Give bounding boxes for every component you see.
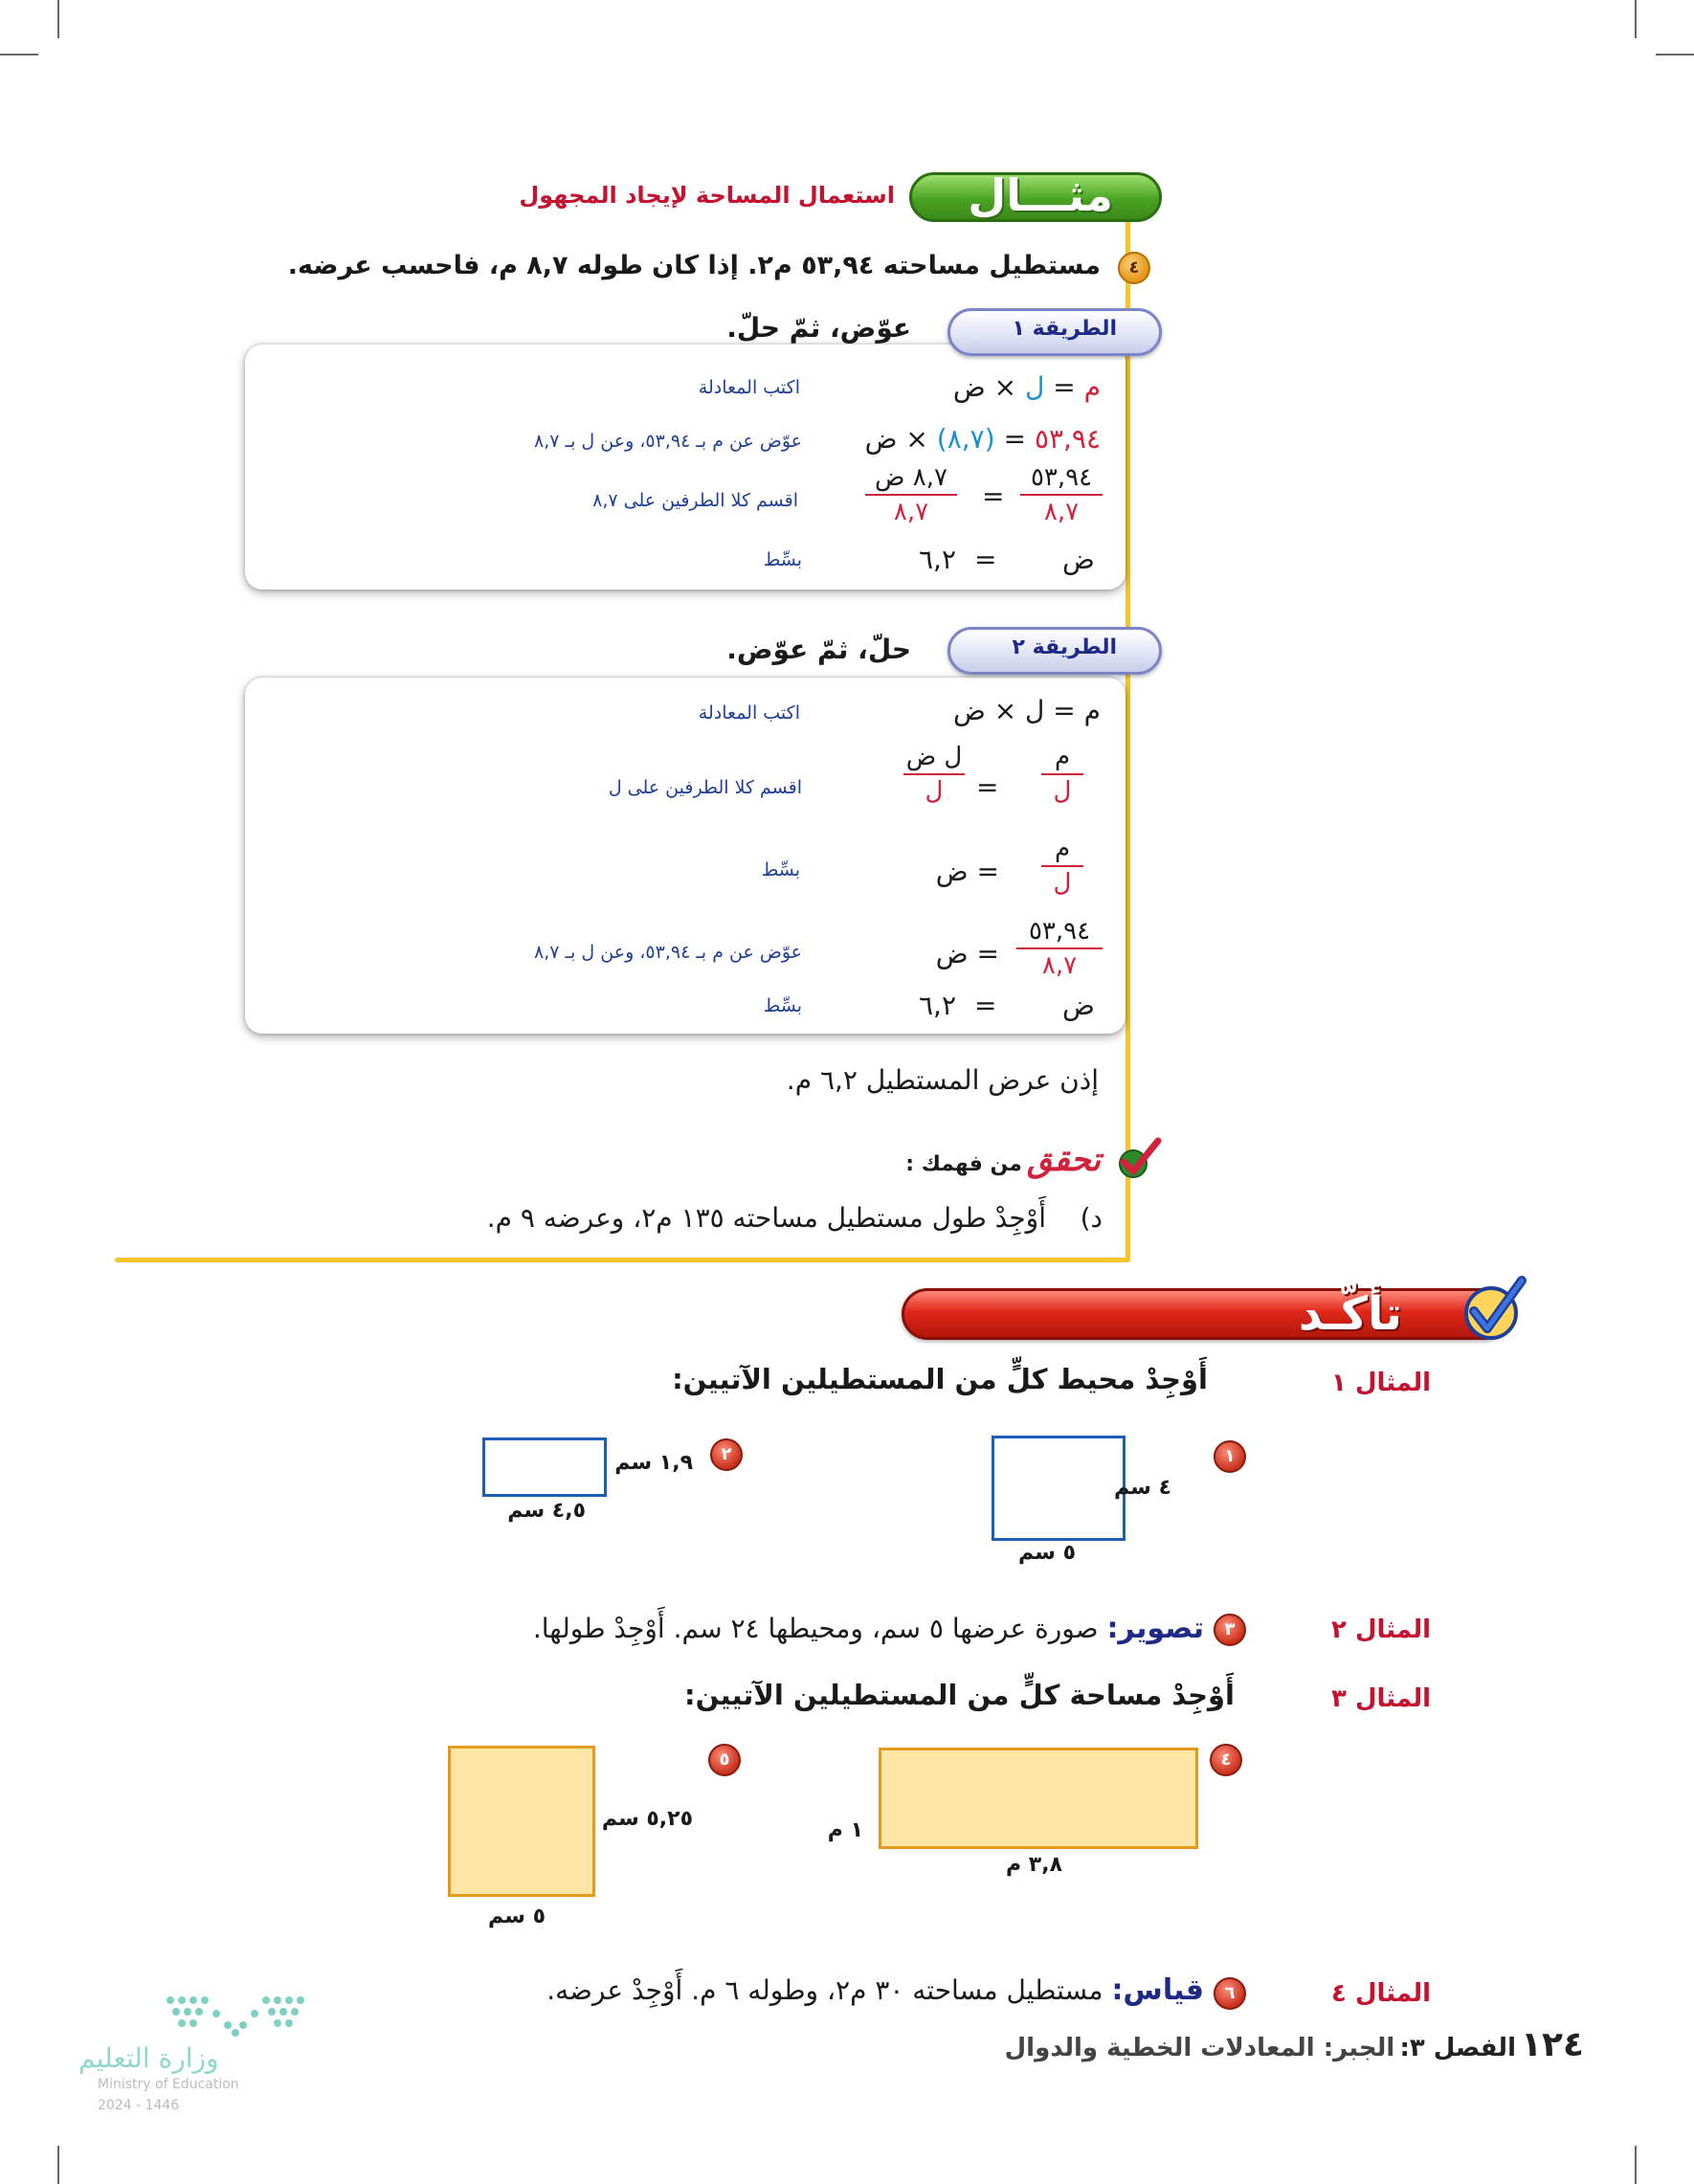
q5-side-label: ٥,٢٥ سم [601, 1807, 693, 1831]
m2-row3-fraction: م ل [1041, 835, 1083, 898]
m1-row2-equation: ٥٣,٩٤ = (٨,٧) × ض [864, 423, 1101, 455]
ex2-label: المثال ٢ [1331, 1616, 1431, 1644]
check-title: تحقق من فهمك : [905, 1141, 1101, 1179]
ministry-name-ar: وزارة التعليم [78, 2042, 219, 2074]
m2-row5-note: بسِّط [763, 995, 802, 1016]
q4-badge: ٤ [1210, 1744, 1242, 1776]
q5-bottom-label: ٥ سم [488, 1905, 546, 1928]
crop-mark [57, 2146, 59, 2184]
chapter-label: الفصل ٣: [1399, 2034, 1516, 2062]
m2-row3-note: بسِّط [761, 859, 800, 880]
example-problem: مستطيل مساحته ٥٣,٩٤ م٢. إذا كان طوله ٨,٧ م، فاحسب عرضه. [287, 251, 1101, 280]
footer-bar [1005, 2025, 1584, 2064]
chapter-title: الجبر: المعادلات الخطية والدوال [1004, 2034, 1395, 2062]
example-number-badge: ٤ [1118, 252, 1150, 284]
q2-bottom-label: ٤,٥ سم [507, 1499, 586, 1523]
ex3-text: أَوْجِدْ مساحة كلٍّ من المستطيلين الآتيين: [683, 1679, 1235, 1711]
ex3-label: المثال ٣ [1331, 1684, 1431, 1713]
example-bottom-bar [115, 1258, 1130, 1262]
m1-row3-right-fraction: ٨,٧ ض ٨,٧ [865, 463, 957, 526]
crop-mark [57, 0, 59, 38]
m2-row4-note: عوّض عن م بـ ٥٣,٩٤، وعن ل بـ ٨,٧ [534, 942, 802, 963]
q2-badge: ٢ [710, 1438, 743, 1471]
crop-mark [1635, 0, 1637, 38]
m2-row2-right-fraction: ل ض ل [903, 743, 965, 806]
q4-bottom-label: ٣,٨ م [1005, 1853, 1062, 1877]
m1-row2-note: عوّض عن م بـ ٥٣,٩٤، وعن ل بـ ٨,٧ [534, 431, 802, 452]
q6-text: قياس: مستطيل مساحته ٣٠ م٢، وطوله ٦ م. أَوْجِدْ عرضه. [546, 1973, 1204, 2007]
m2-row2-equals: = [976, 771, 999, 803]
page-number: ١٢٤ [1521, 2025, 1584, 2064]
m2-row5-value: ٦,٢ [919, 990, 956, 1021]
q3-badge: ٣ [1214, 1614, 1246, 1646]
example-banner: مثـــال [909, 172, 1162, 222]
q1-side-label: ٤ سم [1114, 1476, 1171, 1500]
m1-row1-equation: م = ل × ض [952, 371, 1101, 403]
q2-side-label: ١,٩ سم [614, 1451, 693, 1475]
q1-rectangle [992, 1436, 1126, 1541]
ex4-label: المثال ٤ [1331, 1979, 1431, 2008]
m1-row3-equals: = [982, 480, 1005, 512]
example-title: استعمال المساحة لإيجاد المجهول [519, 182, 895, 209]
m2-row5-equals: = [974, 990, 997, 1021]
m1-row1-note: اكتب المعادلة [698, 377, 800, 398]
m1-row4-note: بسِّط [763, 549, 802, 570]
example-side-bar [1126, 212, 1130, 1259]
m2-row1-note: اكتب المعادلة [698, 702, 800, 724]
check-item: د) أَوْجِدْ طول مستطيل مساحته ١٣٥ م٢، وعرضه ٩ م. [486, 1202, 1103, 1234]
ex1-text: أَوْجِدْ محيط كلٍّ من المستطيلين الآتيين: [672, 1363, 1208, 1395]
q5-rectangle [448, 1746, 595, 1897]
m1-row3-left-fraction: ٥٣,٩٤ ٨,٧ [1020, 463, 1103, 526]
confirm-banner: تأكّـد [902, 1288, 1510, 1340]
m2-row2-note: اقسم كلا الطرفين على ل [608, 777, 802, 798]
method2-heading: حلّ، ثمّ عوّض. [726, 634, 911, 665]
m2-row4-rest: = ض [935, 938, 999, 969]
confirm-check-icon [1457, 1273, 1529, 1349]
m2-row4-fraction: ٥٣,٩٤ ٨,٧ [1016, 917, 1103, 980]
method1-heading: عوّض، ثمّ حلّ. [726, 312, 911, 344]
q4-side-label: ١ م [827, 1818, 863, 1842]
check-mark-icon [1114, 1135, 1162, 1187]
ministry-year: 2024 - 1446 [98, 2098, 180, 2113]
crop-mark [1656, 54, 1694, 56]
m2-row1-equation: م = ل × ض [952, 695, 1101, 726]
m2-row5-var: ض [1062, 990, 1095, 1021]
method1-label: الطريقة ١ [947, 308, 1162, 356]
method2-label: الطريقة ٢ [947, 627, 1162, 675]
m1-row4-var: ض [1062, 544, 1095, 575]
crop-mark [0, 54, 38, 56]
ministry-name-en: Ministry of Education [98, 2077, 239, 2092]
q1-badge: ١ [1214, 1440, 1246, 1473]
q4-rectangle [879, 1748, 1198, 1849]
m2-row2-left-fraction: م ل [1041, 743, 1083, 806]
q6-badge: ٦ [1214, 1977, 1246, 2010]
conclusion: إذن عرض المستطيل ٦,٢ م. [786, 1064, 1099, 1096]
ministry-logo [161, 1991, 314, 2042]
m1-row4-value: ٦,٢ [919, 544, 956, 575]
m2-row3-rest: = ض [935, 856, 999, 887]
q1-bottom-label: ٥ سم [1018, 1541, 1076, 1565]
q2-rectangle [482, 1437, 607, 1497]
crop-mark [1635, 2146, 1637, 2184]
ex1-label: المثال ١ [1331, 1369, 1431, 1397]
m1-row4-equals: = [974, 544, 997, 575]
q3-text: تصوير: صورة عرضها ٥ سم، ومحيطها ٢٤ سم. أَوْجِدْ طولها. [532, 1612, 1204, 1645]
q5-badge: ٥ [708, 1744, 741, 1776]
m1-row3-note: اقسم كلا الطرفين على ٨,٧ [592, 490, 798, 511]
